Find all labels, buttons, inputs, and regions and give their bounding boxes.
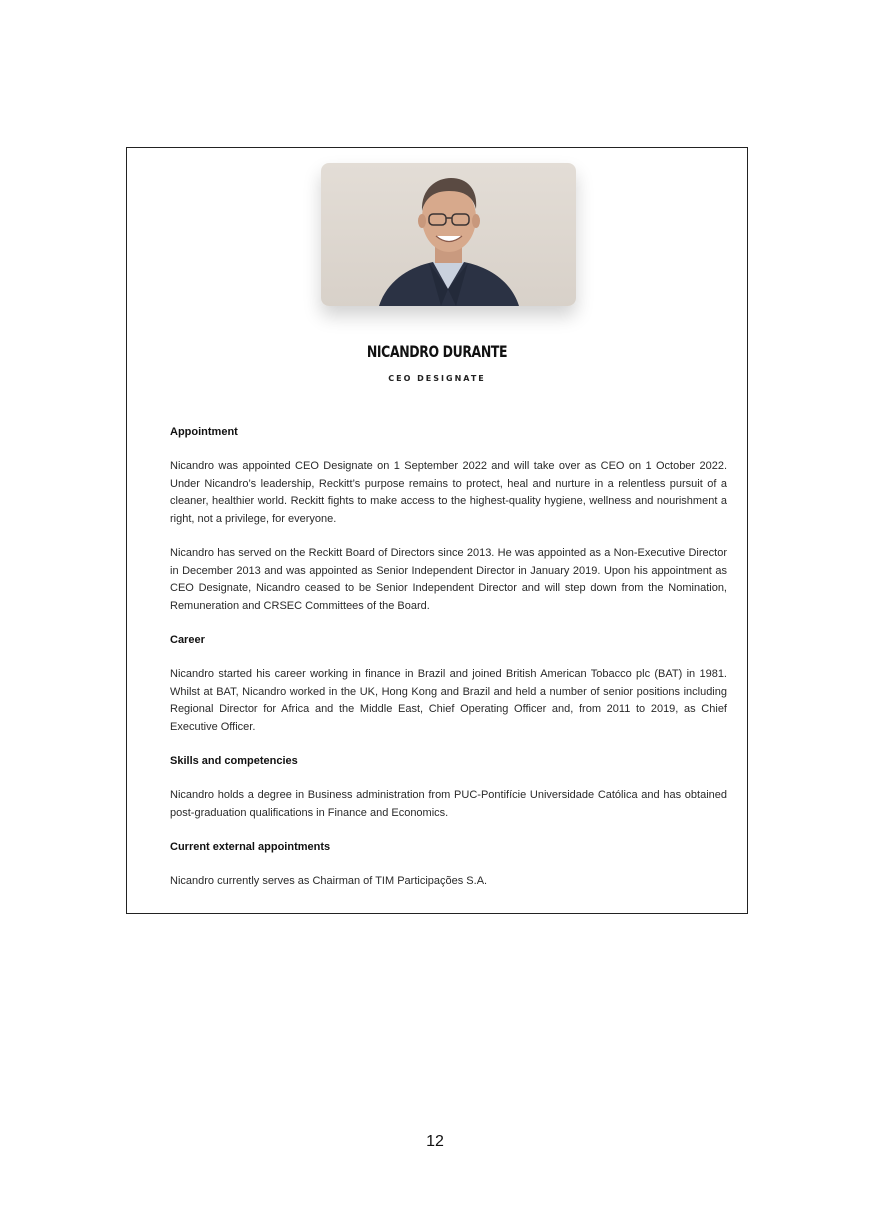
portrait-illustration (321, 163, 576, 306)
bio-content (170, 424, 727, 891)
section-heading-external-appointments: Current external appointments (170, 841, 331, 853)
section-heading-skills: Skills and competencies (170, 755, 298, 767)
appointment-paragraph-1: Nicandro was appointed CEO Designate on 1 September 2022 and will take over as CEO on 1 October 2022. Under Nicandro’s leadership, Reckitt’s purpose remains to protect, heal and nurture in a relentless pursuit of a cleaner, healthier world. Reckitt fights to make access to the highest-quality hygiene, wellness and nourishment a right, not a privilege, for everyone. (170, 460, 727, 525)
portrait-photo (321, 163, 576, 306)
section-heading-appointment: Appointment (170, 426, 238, 438)
career-paragraph: Nicandro started his career working in finance in Brazil and joined British American Tobacco plc (BAT) in 1981. Whilst at BAT, Nicandro worked in the UK, Hong Kong and Brazil and held a number of senior positions including Regional Director for Africa and the Middle East, Chief Operating Officer and, from 2011 to 2019, as Chief Executive Officer. (170, 668, 727, 733)
person-name: NICANDRO DURANTE (366, 342, 508, 361)
appointment-paragraph-2: Nicandro has served on the Reckitt Board of Directors since 2013. He was appointed as a Non-Executive Director in December 2013 and was appointed as Senior Independent Director in January 2019. Upon his appointment as CEO Designate, Nicandro ceased to be Senior Independent Director and will step down from the Nomination, Remuneration and CRSEC Committees of the Board. (170, 547, 727, 612)
external-appointments-paragraph: Nicandro currently serves as Chairman of TIM Participações S.A. (170, 875, 488, 887)
skills-paragraph: Nicandro holds a degree in Business administration from PUC-Pontifície Universidade Católica and has obtained post-graduation qualifications in Finance and Economics. (170, 789, 727, 819)
bio-frame (126, 147, 748, 914)
person-title: CEO DESIGNATE (388, 374, 486, 383)
page-number: 12 (426, 1133, 444, 1150)
section-heading-career: Career (170, 634, 205, 646)
